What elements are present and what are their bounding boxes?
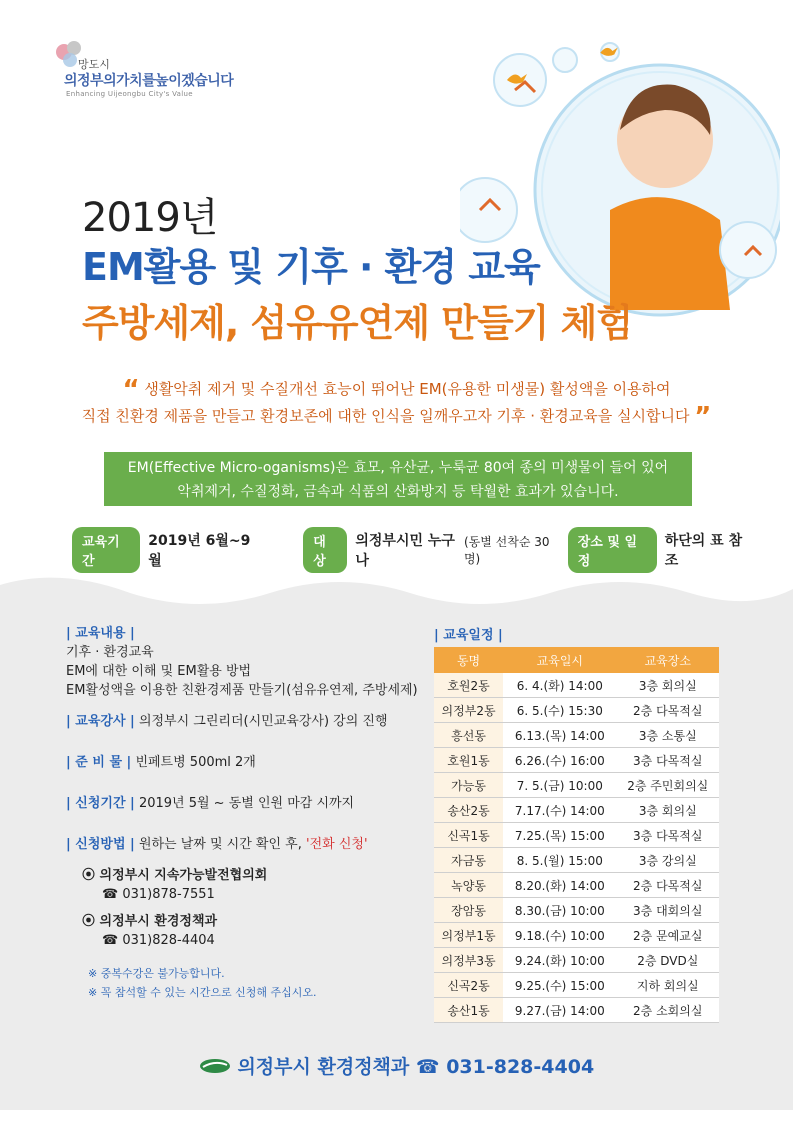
location-cell: 3층 대회의실 (617, 898, 719, 923)
datetime-cell: 9.18.(수) 10:00 (503, 923, 616, 948)
apply-period-row: | 신청기간 | 2019년 5월 ~ 동별 인원 마감 시까지 (66, 796, 355, 811)
logo-subtitle: Enhancing Uijeongbu City's Value (66, 90, 193, 98)
location-cell: 3층 소통실 (617, 723, 719, 748)
target-note: (동별 선착순 30명) (463, 535, 550, 566)
table-row (434, 848, 719, 873)
table-row (434, 673, 719, 698)
target-bullet-icon: ⦿ (82, 868, 96, 883)
district-cell: 의정부1동 (434, 923, 503, 948)
table-row (434, 973, 719, 998)
content-heading: | 교육내용 | (66, 626, 135, 641)
district-cell: 호원2동 (434, 673, 503, 698)
bird-icon (505, 70, 529, 86)
datetime-cell: 7. 5.(금) 10:00 (503, 773, 616, 798)
district-cell: 호원1동 (434, 748, 503, 773)
district-cell: 녹양동 (434, 873, 503, 898)
em-line2: 악취제거, 수질정화, 금속과 식품의 산화방지 등 탁월한 효과가 있습니다. (177, 484, 619, 500)
location-cell: 2층 DVD실 (617, 948, 719, 973)
schedule-table (434, 647, 719, 1023)
footer-phone: 031-828-4404 (446, 1056, 595, 1078)
period-value: 2019년 6월~9월 (148, 533, 251, 569)
place-value: 하단의 표 참조 (664, 533, 743, 569)
location-cell: 2층 다목적실 (617, 698, 719, 723)
contact2-name: ⦿ 의정부시 환경정책과 (82, 914, 218, 929)
datetime-cell: 9.25.(수) 15:00 (503, 973, 616, 998)
title-year: 2019년 (82, 195, 218, 241)
phone-icon: ☎ (415, 1056, 440, 1078)
table-row (434, 898, 719, 923)
phone-icon: ☎ (102, 887, 119, 902)
table-row (434, 748, 719, 773)
table-row (434, 773, 719, 798)
phone-icon: ☎ (102, 933, 119, 948)
datetime-cell: 7.25.(목) 15:00 (503, 823, 616, 848)
target-bullet-icon: ⦿ (82, 914, 96, 929)
datetime-cell: 9.24.(화) 10:00 (503, 948, 616, 973)
location-cell: 지하 회의실 (617, 973, 719, 998)
district-cell: 의정부2동 (434, 698, 503, 723)
column-header: 동명 (434, 647, 503, 673)
bird-icon (598, 44, 620, 58)
location-cell: 2층 문예교실 (617, 923, 719, 948)
table-row (434, 823, 719, 848)
district-cell: 신곡1동 (434, 823, 503, 848)
district-cell: 송산2동 (434, 798, 503, 823)
title-line2: 주방세제, 섬유유연제 만들기 체험 (82, 301, 633, 345)
datetime-cell: 8.20.(화) 14:00 (503, 873, 616, 898)
logo-small-text: 망도시 (78, 58, 110, 71)
intro-text (0, 376, 793, 430)
details-column (66, 624, 426, 1002)
datetime-cell: 6.13.(목) 14:00 (503, 723, 616, 748)
materials-row: | 준 비 물 | 빈페트병 500ml 2개 (66, 755, 256, 770)
table-row (434, 798, 719, 823)
location-cell: 3층 회의실 (617, 798, 719, 823)
table-row (434, 873, 719, 898)
datetime-cell: 7.17.(수) 14:00 (503, 798, 616, 823)
table-header-row (434, 647, 719, 673)
info-row (72, 533, 752, 569)
location-cell: 2층 주민회의실 (617, 773, 719, 798)
district-cell: 자금동 (434, 848, 503, 873)
target-label: 대상 (303, 527, 347, 573)
table-row (434, 923, 719, 948)
location-cell: 3층 강의실 (617, 848, 719, 873)
teacher-row: | 교육강사 | 의정부시 그린리더(시민교육강사) 강의 진행 (66, 714, 388, 729)
datetime-cell: 9.27.(금) 14:00 (503, 998, 616, 1023)
table-row (434, 698, 719, 723)
intro-line1: 생활악취 제거 및 수질개선 효능이 뛰어난 EM(유용한 미생물) 활성액을 이용하여 (144, 380, 671, 398)
district-cell: 장암동 (434, 898, 503, 923)
location-cell: 3층 회의실 (617, 673, 719, 698)
contact2-phone: ☎ 031)828-4404 (102, 933, 215, 948)
schedule-body (434, 673, 719, 1023)
datetime-cell: 6. 4.(화) 14:00 (503, 673, 616, 698)
location-cell: 2층 소회의실 (617, 998, 719, 1023)
location-cell: 3층 다목적실 (617, 748, 719, 773)
footer-department: 의정부시 환경정책과 (237, 1056, 410, 1078)
logo-slogan: 의정부의가치를높이겠습니다 (64, 73, 234, 89)
district-cell: 의정부3동 (434, 948, 503, 973)
column-header: 교육일시 (503, 647, 616, 673)
table-row (434, 998, 719, 1023)
period-label: 교육기간 (72, 527, 140, 573)
table-row (434, 948, 719, 973)
contact1-name: ⦿ 의정부시 지속가능발전협의회 (82, 868, 268, 883)
district-cell: 송산1동 (434, 998, 503, 1023)
datetime-cell: 8.30.(금) 10:00 (503, 898, 616, 923)
target-value: 의정부시민 누구나 (355, 533, 455, 569)
district-cell: 흥선동 (434, 723, 503, 748)
contact1-phone: ☎ 031)878-7551 (102, 887, 215, 902)
district-cell: 가능동 (434, 773, 503, 798)
title-line1: EM활용 및 기후 · 환경 교육 (82, 245, 540, 289)
place-label: 장소 및 일정 (568, 527, 657, 573)
location-cell: 3층 다목적실 (617, 823, 719, 848)
close-quote-icon: ” (694, 402, 712, 432)
district-cell: 신곡2동 (434, 973, 503, 998)
content-item: 기후 · 환경교육 (66, 645, 154, 660)
column-header: 교육장소 (617, 647, 719, 673)
note-1: ※ 중복수강은 불가능합니다. (88, 967, 225, 980)
em-description-box (104, 452, 692, 506)
table-row (434, 723, 719, 748)
datetime-cell: 6.26.(수) 16:00 (503, 748, 616, 773)
content-item: EM활성액을 이용한 친환경제품 만들기(섬유유연제, 주방세제) (66, 683, 418, 698)
datetime-cell: 8. 5.(월) 15:00 (503, 848, 616, 873)
datetime-cell: 6. 5.(수) 15:30 (503, 698, 616, 723)
footer-contact (0, 1052, 793, 1079)
em-line1: EM(Effective Micro-oganisms)은 효모, 유산균, 누룩균 80여 종의 미생물이 들어 있어 (127, 460, 669, 476)
apply-method-row: | 신청방법 | 원하는 날짜 및 시간 확인 후, '전화 신청' (66, 837, 368, 852)
open-quote-icon: “ (122, 375, 140, 405)
city-emblem-icon (199, 1058, 231, 1074)
content-item: EM에 대한 이해 및 EM활용 방법 (66, 664, 252, 679)
schedule-heading: | 교육일정 | (434, 628, 503, 643)
location-cell: 2층 다목적실 (617, 873, 719, 898)
note-2: ※ 꼭 참석할 수 있는 시간으로 신청해 주십시오. (88, 986, 317, 999)
intro-line2: 직접 친환경 제품을 만들고 환경보존에 대한 인식을 일깨우고자 기후 · 환경교육을 실시합니다 (81, 407, 690, 425)
